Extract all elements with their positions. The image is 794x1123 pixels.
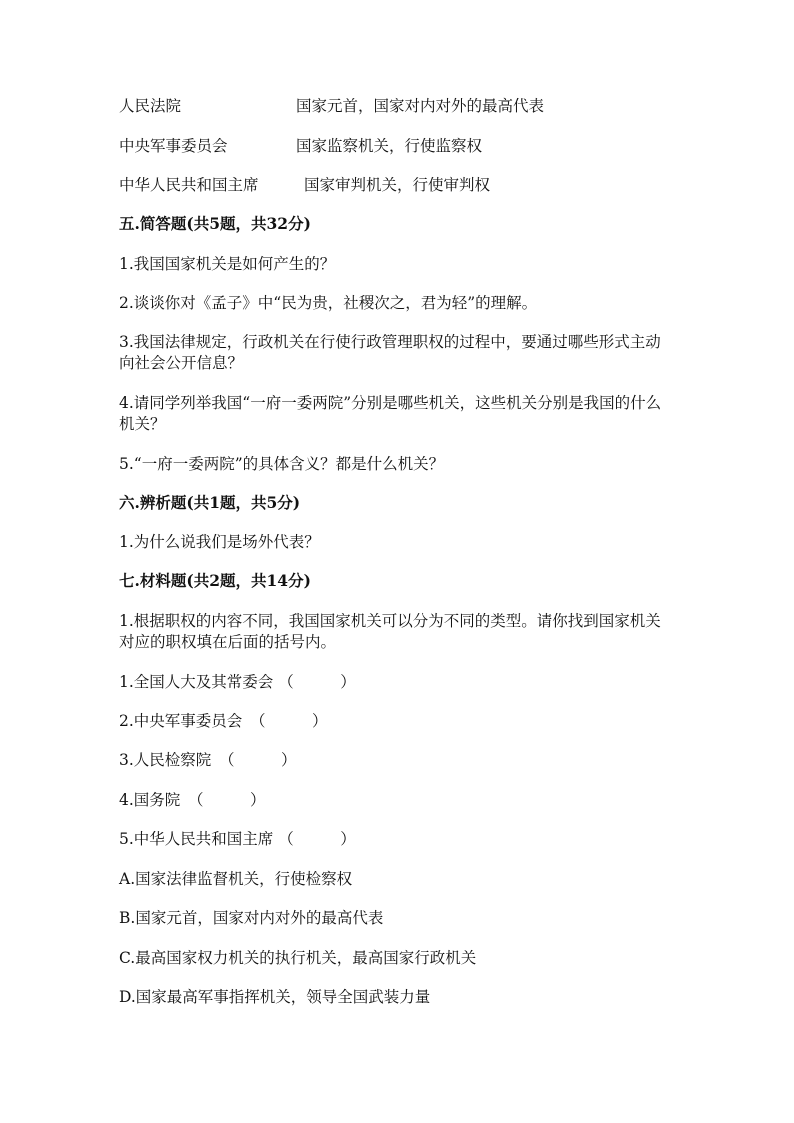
option-c: C.最高国家权力机关的执行机关，最高国家行政机关 [119, 949, 477, 967]
question-6-1: 1.为什么说我们是场外代表？ [119, 533, 320, 551]
question-5-2: 2.谈谈你对《孟子》中“民为贵，社稷次之，君为轻”的理解。 [119, 294, 538, 312]
match-left-2: 中央军事委员会 [119, 137, 228, 155]
question-5-3: 3.我国法律规定，行政机关在行使行政管理职权的过程中，要通过哪些形式主动向社会公开信息？ [119, 333, 661, 372]
option-b: B.国家元首，国家对内对外的最高代表 [119, 909, 384, 927]
section-7-heading: 七.材料题(共2题，共14分) [119, 571, 311, 590]
option-a: A.国家法律监督机关，行使检察权 [119, 870, 353, 888]
fill-item-3: 3.人民检察院 （ ） [119, 751, 297, 769]
fill-item-1: 1.全国人大及其常委会 （ ） [119, 673, 356, 691]
match-right-2: 国家监察机关，行使监察权 [296, 137, 483, 155]
question-5-4: 4.请同学列举我国“一府一委两院”分别是哪些机关，这些机关分别是我国的什么机关？ [119, 394, 662, 433]
match-left-1: 人民法院 [119, 97, 182, 115]
match-left-3: 中华人民共和国主席 [119, 176, 259, 194]
question-5-5: 5.“一府一委两院”的具体含义？都是什么机关？ [119, 455, 445, 473]
match-right-3: 国家审判机关，行使审判权 [304, 176, 491, 194]
fill-item-2: 2.中央军事委员会 （ ） [119, 712, 328, 730]
fill-item-5: 5.中华人民共和国主席 （ ） [119, 830, 356, 848]
match-right-1: 国家元首，国家对内对外的最高代表 [296, 97, 545, 115]
section-6-heading: 六.辨析题(共1题，共5分) [119, 493, 301, 512]
question-7-intro: 1.根据职权的内容不同，我国国家机关可以分为不同的类型。请你找到国家机关对应的职权填在后面的括号内。 [119, 612, 661, 651]
section-5-heading: 五.简答题(共5题，共32分) [119, 214, 311, 233]
option-d: D.国家最高军事指挥机关，领导全国武装力量 [119, 988, 431, 1006]
fill-item-4: 4.国务院 （ ） [119, 791, 266, 809]
question-5-1: 1.我国国家机关是如何产生的？ [119, 255, 336, 273]
